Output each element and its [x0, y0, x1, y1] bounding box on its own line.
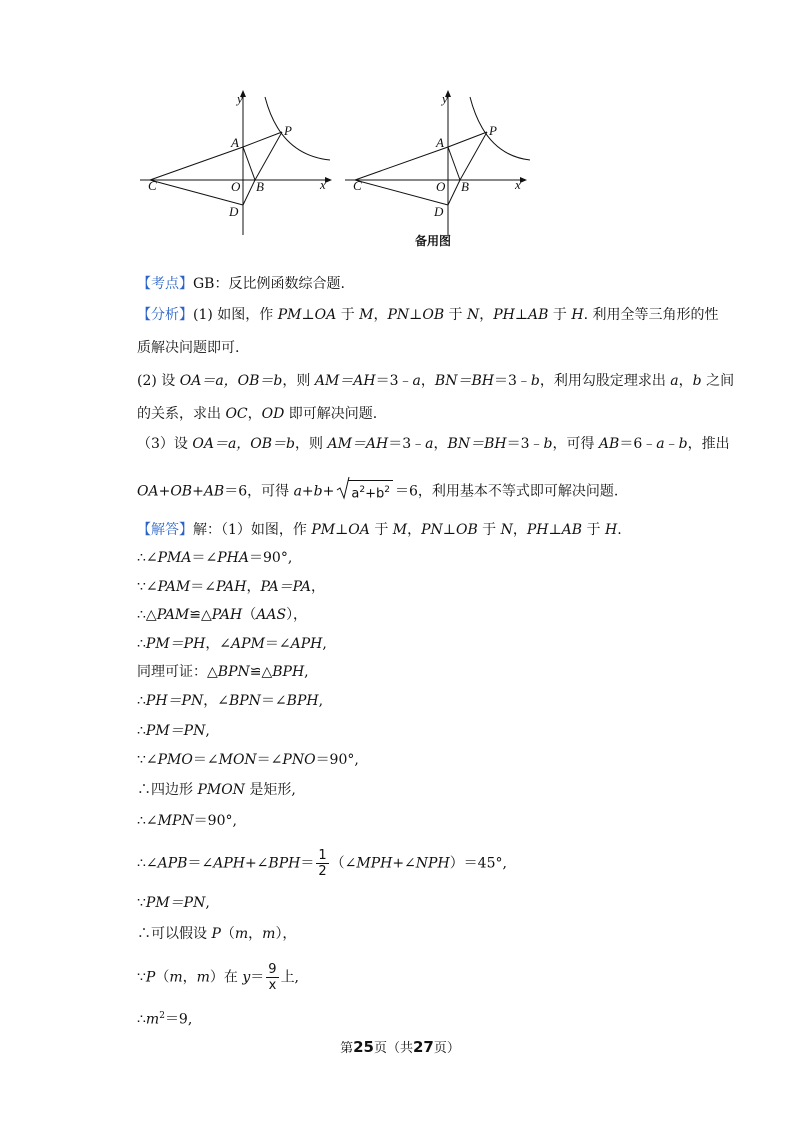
figure-area: [130, 85, 550, 255]
math: m: [169, 969, 183, 986]
fenxi-line-3: [137, 371, 734, 391]
jieda-line-6: [137, 662, 309, 682]
math: b: [692, 373, 702, 389]
math: PH⊥AB: [493, 307, 549, 323]
text: +∠: [244, 855, 269, 872]
math: PAM: [156, 607, 190, 623]
text: ,: [318, 693, 324, 709]
math: BPN: [217, 664, 250, 680]
math: BPH: [272, 664, 305, 680]
radicand: [348, 480, 393, 503]
math: a: [351, 486, 360, 502]
jieda-line-9: [137, 750, 359, 770]
segment-pb: [255, 132, 282, 180]
text: （: [155, 969, 170, 986]
text: ，: [246, 579, 261, 595]
segment-bd: [243, 180, 255, 205]
text: 于: [477, 522, 501, 538]
text: ，则: [295, 436, 328, 452]
text: ，利用勾股定理求出: [539, 373, 671, 389]
text: ＝∠: [192, 752, 219, 768]
math: BPH: [286, 693, 319, 709]
text: ，∠: [203, 693, 229, 709]
label-c: C: [148, 178, 157, 193]
x-axis-arrow-icon: [520, 177, 527, 183]
fenxi-tag: 【分析】: [137, 307, 193, 323]
math: AB: [598, 436, 620, 452]
math: m: [262, 926, 276, 942]
math: MON: [218, 752, 257, 768]
segment-ca: [150, 147, 243, 180]
text: 页）: [433, 1041, 460, 1056]
math: PMON: [197, 782, 245, 798]
math: OA＝a，OB＝b: [192, 436, 296, 452]
text: ）＝45°,: [449, 855, 507, 872]
jieda-line-3: [137, 577, 325, 597]
jieda-line-4: [137, 605, 307, 625]
text: ，: [407, 522, 422, 538]
text: 即可解决问题.: [284, 406, 378, 422]
math: H: [571, 307, 584, 323]
math: a+b+: [293, 483, 335, 500]
text: （: [220, 926, 235, 942]
text: 同理可证：△: [137, 664, 218, 680]
superscript: 2: [384, 485, 390, 495]
math: PM＝PN: [145, 895, 206, 911]
text: ，: [247, 406, 262, 422]
jieda-line-1: [137, 520, 622, 540]
text: ，可得: [552, 436, 599, 452]
math: H: [605, 522, 618, 538]
page-footer: [0, 1037, 800, 1056]
text: ＝6，利用基本不等式即可解决问题.: [394, 483, 619, 500]
math: N: [500, 522, 513, 538]
text: ∵∠: [137, 752, 158, 768]
math: PHA: [217, 550, 249, 566]
math: AM＝AH: [314, 373, 376, 389]
text: （: [242, 607, 257, 623]
text: ∴△: [137, 607, 157, 623]
text: ，: [182, 969, 197, 986]
text: ＝3﹣: [506, 436, 544, 452]
math: NPH: [415, 855, 450, 872]
text: ，则: [282, 373, 315, 389]
superscript: 2: [159, 1011, 165, 1021]
text: .: [617, 522, 622, 538]
text: 于: [369, 522, 393, 538]
label-a: A: [231, 135, 239, 150]
segment-ab: [243, 147, 255, 180]
text: ），: [275, 926, 297, 942]
text: ∴: [137, 723, 146, 739]
text: ，: [373, 307, 388, 323]
main-figure: [140, 90, 332, 235]
jieda-line-8: [137, 721, 210, 741]
text: 解：（1）如图，作: [193, 522, 312, 538]
math: PN⊥OB: [387, 307, 445, 323]
math: PMA: [157, 550, 192, 566]
segment-ab: [448, 147, 460, 180]
segment-ca: [355, 147, 448, 180]
text: 上,: [280, 969, 300, 986]
label-d: D: [229, 204, 239, 219]
fenxi-line-2: [137, 338, 239, 358]
text: ），: [286, 607, 308, 623]
x-axis-arrow-icon: [325, 177, 332, 183]
text: 是矩形,: [244, 782, 296, 798]
math: PM⊥OA: [277, 307, 337, 323]
text: ＝∠: [191, 550, 218, 566]
jieda-line-16: [137, 1006, 192, 1030]
text: ＝9,: [164, 1011, 193, 1028]
math: AM＝AH: [327, 436, 389, 452]
math: OA＝a，OB＝b: [179, 373, 283, 389]
math: PN⊥OB: [421, 522, 478, 538]
math: m: [145, 1011, 160, 1028]
text: 于: [336, 307, 360, 323]
text: ∵: [137, 969, 146, 986]
jieda-line-14: [137, 924, 296, 944]
text: ，: [248, 926, 263, 942]
page-number: 25: [353, 1038, 374, 1056]
text: ,: [322, 636, 327, 652]
label-c: C: [353, 178, 362, 193]
math: OA+OB+AB: [137, 483, 225, 500]
figure-caption: 备用图: [415, 234, 452, 248]
text: ＝∠: [187, 855, 214, 872]
text: ＝3﹣: [375, 373, 413, 389]
text: . 利用全等三角形的性: [583, 307, 719, 323]
label-p: P: [489, 123, 497, 138]
text: 质解决问题即可.: [137, 340, 240, 356]
numerator: 1: [318, 848, 327, 863]
kaodian-tag: 【考点】: [137, 276, 193, 292]
math: BPN: [228, 693, 261, 709]
math: PH⊥AB: [526, 522, 583, 538]
math: MPH: [356, 855, 393, 872]
text: ，: [678, 373, 693, 389]
text: ＝: [250, 969, 265, 986]
math: PNO: [282, 752, 316, 768]
label-a: A: [436, 135, 444, 150]
text: ＝3﹣: [493, 373, 531, 389]
figure-svg: [130, 85, 550, 255]
text: 于: [548, 307, 572, 323]
math: PAM: [157, 579, 191, 595]
jieda-line-2: [137, 548, 292, 568]
math: y: [242, 969, 251, 986]
segment-ap: [448, 132, 487, 147]
text: ＝∠: [190, 579, 216, 595]
jieda-line-11: [137, 811, 237, 831]
segment-cd: [150, 180, 243, 205]
math: PAH: [215, 579, 247, 595]
text: ，: [420, 373, 435, 389]
text: ∵: [137, 895, 146, 911]
segment-cd: [355, 180, 448, 205]
text: +∠: [392, 855, 416, 872]
math: PMO: [157, 752, 193, 768]
text: ＝3﹣: [388, 436, 426, 452]
text: ∴: [137, 636, 146, 652]
text: ＝90°,: [315, 752, 359, 768]
math: a: [656, 436, 665, 452]
label-b: B: [461, 179, 469, 194]
text: ）在: [209, 969, 243, 986]
text: ,: [304, 664, 309, 680]
sqrt-expression: [336, 480, 393, 503]
text: ≌△: [189, 607, 212, 623]
text: 的关系，求出: [137, 406, 226, 422]
text: ,: [205, 895, 210, 911]
text: ＝∠: [256, 752, 283, 768]
math: b: [678, 436, 688, 452]
math: a: [412, 373, 421, 389]
jieda-line-5: [137, 634, 327, 654]
math: MPN: [157, 813, 194, 829]
math: BN＝BH: [447, 436, 507, 452]
label-x: x: [320, 177, 326, 192]
math: BPH: [268, 855, 301, 872]
math: APH: [213, 855, 245, 872]
text: ∴: [137, 693, 146, 709]
math: M: [359, 307, 374, 323]
text: 于: [444, 307, 468, 323]
text: ＝: [300, 855, 315, 872]
math: PA＝PA: [260, 579, 311, 595]
kaodian-text: GB：反比例函数综合题.: [193, 276, 345, 292]
math: P: [211, 926, 221, 942]
fraction-one-half: [316, 848, 328, 879]
math: BN＝BH: [434, 373, 494, 389]
fenxi-line-6: [137, 480, 618, 503]
text: ＝6﹣: [619, 436, 657, 452]
text: 第: [340, 1041, 354, 1056]
math: a: [670, 373, 679, 389]
text: （3）设: [137, 436, 193, 452]
text: ，: [479, 307, 494, 323]
backup-figure: [345, 90, 530, 248]
kaodian-line: [137, 274, 345, 294]
segment-pb: [460, 132, 487, 180]
math: P: [145, 969, 156, 986]
math: PM＝PN: [145, 723, 206, 739]
text: 之间: [701, 373, 735, 389]
math: APB: [157, 855, 188, 872]
hyperbola-curve: [265, 97, 330, 160]
text: (2) 设: [137, 373, 180, 389]
math: APM: [231, 636, 265, 652]
text: ＝90°,: [193, 813, 237, 829]
label-p: P: [284, 123, 292, 138]
math: a: [425, 436, 434, 452]
label-b: B: [256, 179, 264, 194]
math: AAS: [256, 607, 287, 623]
denominator: x: [268, 978, 277, 993]
jieda-tag: 【解答】: [137, 522, 193, 538]
text: ∴: [137, 1011, 146, 1028]
text: ﹣: [664, 436, 679, 452]
total-pages: 27: [413, 1038, 434, 1056]
text: ，: [310, 579, 325, 595]
math: PM＝PH: [145, 636, 206, 652]
text: 于: [582, 522, 605, 538]
text: ∴四边形: [137, 782, 198, 798]
math: N: [467, 307, 480, 323]
text: ∴∠: [137, 855, 158, 872]
segment-ap: [243, 132, 282, 147]
hyperbola-curve: [470, 97, 530, 160]
text: ＝∠: [264, 636, 291, 652]
segment-bd: [448, 180, 460, 205]
text: ，∠: [205, 636, 232, 652]
text: ∴∠: [137, 813, 158, 829]
math: M: [392, 522, 408, 538]
text: (1) 如图，作: [193, 307, 278, 323]
fenxi-line-5: [137, 434, 730, 454]
text: ，: [512, 522, 527, 538]
text: ，: [433, 436, 448, 452]
math: m: [196, 969, 210, 986]
fenxi-line-1: [137, 305, 719, 325]
math: OC: [225, 406, 248, 422]
denominator: 2: [318, 864, 327, 879]
text: ≌△: [249, 664, 273, 680]
math: APH: [290, 636, 323, 652]
math: m: [234, 926, 249, 942]
jieda-line-15: [137, 962, 299, 993]
label-d: D: [434, 204, 444, 219]
radical-sign-icon: [336, 476, 350, 500]
text: ∴可以假设: [137, 926, 212, 942]
text: ＝90°,: [249, 550, 293, 566]
fraction-nine-over-x: [266, 962, 278, 993]
text: ∵∠: [137, 579, 158, 595]
math: PM⊥OA: [311, 522, 370, 538]
jieda-line-12: [137, 848, 507, 879]
label-x: x: [515, 177, 521, 192]
math: OD: [261, 406, 285, 422]
text: 页（共: [373, 1041, 413, 1056]
numerator: 9: [268, 962, 277, 977]
text: （∠: [330, 855, 357, 872]
math: b: [530, 373, 540, 389]
text: ＝∠: [260, 693, 287, 709]
label-y: y: [442, 91, 448, 106]
label-o: O: [231, 179, 241, 194]
label-o: O: [436, 179, 446, 194]
math: b: [543, 436, 553, 452]
text: ＝6，可得: [224, 483, 294, 500]
text: ，推出: [687, 436, 730, 452]
math: PAH: [211, 607, 243, 623]
jieda-line-13: [137, 893, 210, 913]
jieda-line-10: [137, 780, 296, 800]
fenxi-line-4: [137, 404, 377, 424]
jieda-line-7: [137, 691, 323, 711]
text: ,: [205, 723, 210, 739]
superscript: 2: [359, 485, 366, 495]
label-y: y: [237, 91, 243, 106]
text: ∴∠: [137, 550, 158, 566]
math: PH＝PN: [145, 693, 204, 709]
math: +b: [365, 486, 385, 502]
